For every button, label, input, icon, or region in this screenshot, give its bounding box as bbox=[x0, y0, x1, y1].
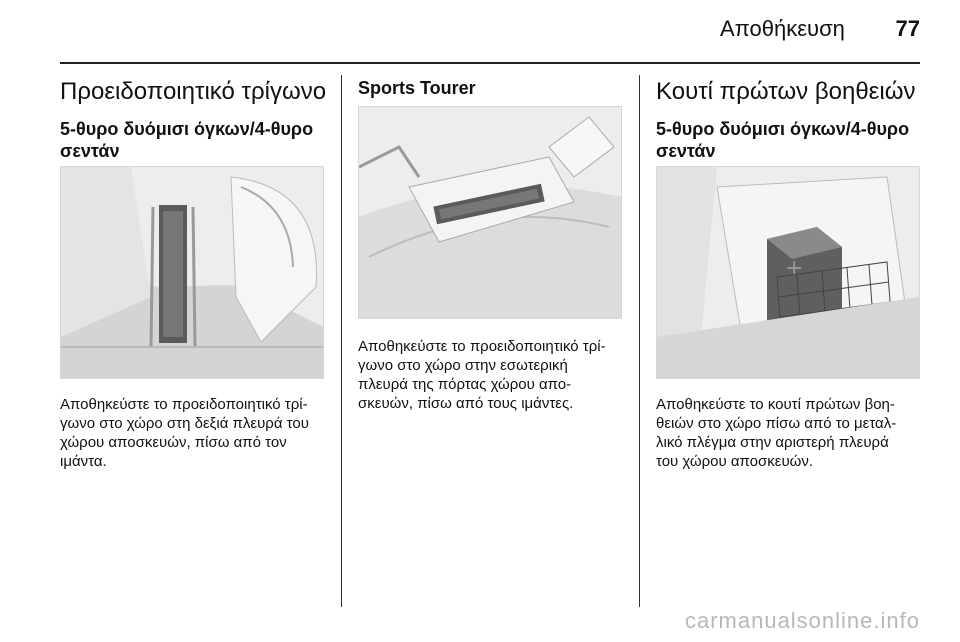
body-line: χώρου αποσκευών, πίσω από τον bbox=[60, 434, 287, 451]
svg-text:+: + bbox=[785, 256, 804, 281]
body-line: πλευρά της πόρτας χώρου απο- bbox=[358, 376, 572, 393]
body-line: του χώρου αποσκευών. bbox=[656, 453, 814, 470]
body-line: Αποθηκεύστε το κουτί πρώτων βοη- bbox=[656, 396, 895, 413]
section-body bbox=[656, 395, 926, 471]
section-heading: Κουτί πρώτων βοηθειών bbox=[656, 78, 916, 105]
body-line: ιμάντα. bbox=[60, 453, 107, 470]
body-line: Αποθηκεύστε το προειδοποιητικό τρί- bbox=[358, 338, 606, 355]
first-aid-kit-net-illustration bbox=[656, 166, 920, 379]
body-line: γωνο στο χώρο στην εσωτερική bbox=[358, 357, 568, 374]
body-line: Αποθηκεύστε το προειδοποιητικό τρί- bbox=[60, 396, 308, 413]
tailgate-warning-triangle-illustration bbox=[358, 106, 622, 319]
column-divider bbox=[341, 75, 342, 607]
body-line: γωνο στο χώρο στη δεξιά πλευρά του bbox=[60, 415, 309, 432]
section-subheading bbox=[656, 118, 909, 162]
watermark: carmanualsonline.info bbox=[684, 608, 920, 633]
subheading-line: 5-θυρο δυόμισι όγκων/4-θυρο bbox=[656, 119, 910, 139]
subheading-line: 5-θυρο δυόμισι όγκων/4-θυρο bbox=[60, 119, 314, 139]
body-line: σκευών, πίσω από τους ιμάντες. bbox=[358, 395, 574, 412]
header-rule bbox=[60, 62, 920, 64]
section-heading: Sports Tourer bbox=[358, 78, 476, 98]
subheading-line: σεντάν bbox=[60, 141, 120, 161]
subheading-line: σεντάν bbox=[656, 141, 716, 161]
column-divider bbox=[639, 75, 640, 607]
body-line: θειών στο χώρο πίσω από το μεταλ- bbox=[656, 415, 897, 432]
trunk-warning-triangle-illustration bbox=[60, 166, 324, 379]
section-body bbox=[358, 337, 628, 413]
section-body bbox=[60, 395, 330, 471]
page-number: 77 bbox=[895, 16, 920, 41]
section-heading: Προειδοποιητικό τρίγωνο bbox=[60, 78, 327, 105]
section-subheading bbox=[60, 118, 313, 162]
header-title: Αποθήκευση bbox=[720, 16, 845, 41]
body-line: λικό πλέγμα στην αριστερή πλευρά bbox=[656, 434, 889, 451]
